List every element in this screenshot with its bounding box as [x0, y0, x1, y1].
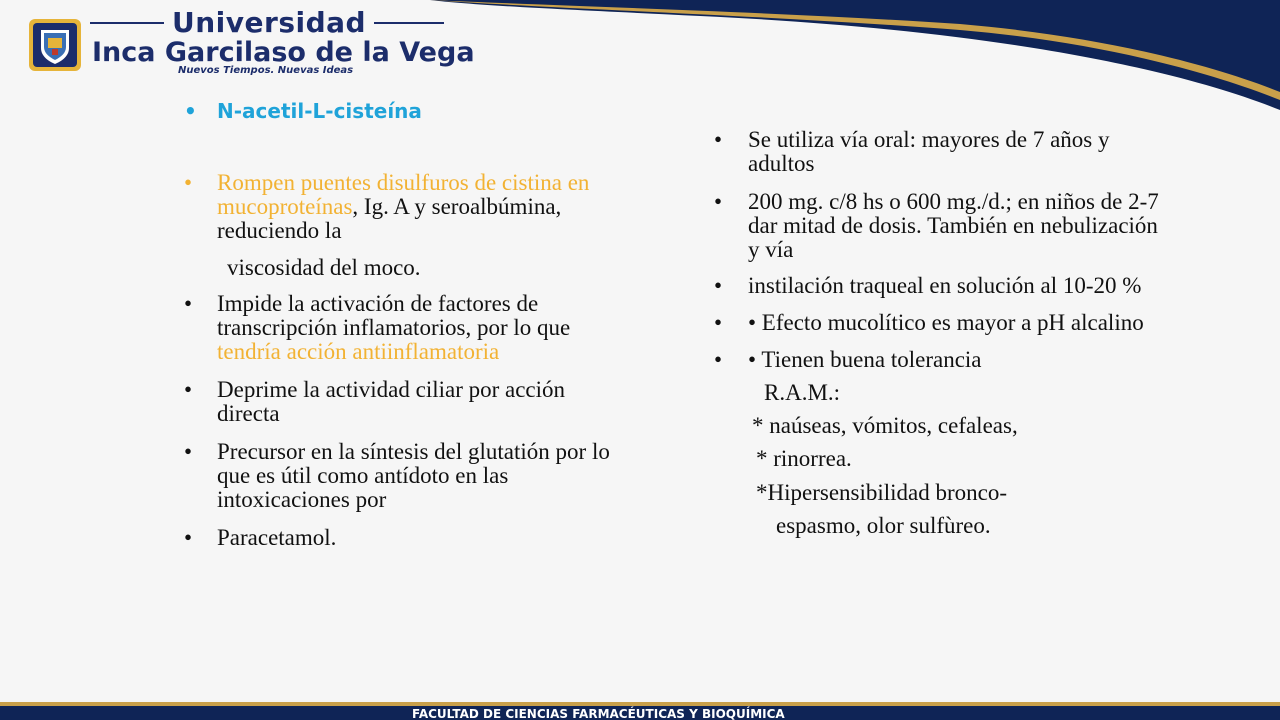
ram-label [764, 381, 1174, 405]
left-item-paracetamol [184, 526, 624, 550]
university-name: Inca Garcilaso de la Vega [92, 37, 475, 68]
university-title-line [90, 6, 444, 40]
right-item-oral-use [714, 128, 1174, 176]
drug-heading: N-acetil-L-cisteína [217, 99, 422, 123]
bullet-icon: • [184, 525, 193, 550]
right-bullet-list [714, 128, 1174, 538]
item-text: Impide la activación de factores de transcripción inflamatorios, por lo que [217, 291, 571, 340]
item-text: Deprime la actividad ciliar por acción directa [217, 377, 566, 426]
title-rule-left [90, 22, 164, 24]
item-text: 200 mg. c/8 hs o 600 mg./d.; en niños de 2-7 dar mitad de dosis. También en nebulización y vía [748, 189, 1159, 262]
bullet-icon: • [714, 127, 723, 152]
item-text: instilación traqueal en solución al 10-20 % [748, 273, 1142, 298]
bullet-icon: • [184, 439, 193, 464]
right-item-instillation [714, 274, 1174, 298]
bullet-icon: • [714, 189, 723, 214]
item-text: viscosidad del moco. [227, 255, 421, 280]
highlight-text: tendría acción antiinflamatoria [217, 339, 500, 364]
university-word: Universidad [172, 6, 367, 39]
item-text: • Efecto mucolítico es mayor a pH alcalino [748, 310, 1144, 335]
item-text: , Ig. A y seroalbúmina, reduciendo la [217, 194, 562, 243]
item-text: Se utiliza vía oral: mayores de 7 años y adultos [748, 127, 1110, 176]
bullet-icon: • [714, 273, 723, 298]
item-text: R.A.M.: [764, 380, 841, 405]
item-text: • Tienen buena tolerancia [748, 347, 982, 372]
footer-gold-accent [0, 702, 1280, 706]
footer-band [0, 702, 1280, 720]
left-bullet-list [184, 96, 624, 550]
left-item-glutathione [184, 440, 624, 512]
ram-item-hypersensitivity [756, 481, 1174, 505]
bullet-icon: • [184, 377, 193, 402]
item-text: * naúseas, vómitos, cefaleas, [752, 413, 1018, 438]
item-text: espasmo, olor sulfùreo. [776, 513, 991, 538]
right-item-ph-effect [714, 311, 1174, 335]
left-item-ciliary [184, 378, 624, 426]
left-item-mechanism-cont [227, 256, 624, 280]
bullet-icon: • [184, 99, 197, 123]
bullet-icon: • [184, 291, 193, 316]
ram-item-nausea [752, 414, 1174, 438]
right-item-tolerance [714, 348, 1174, 372]
university-tagline: Nuevos Tiempos. Nuevas Ideas [178, 65, 354, 76]
university-logo [28, 18, 82, 72]
left-item-mechanism [184, 171, 624, 243]
highlight-text: Rompen puentes disulfuros de cistina en mucoproteínas [217, 170, 590, 219]
ram-item-rhinorrhea [756, 447, 1174, 471]
title-rule-right [374, 22, 444, 24]
bullet-icon: • [714, 310, 723, 335]
left-heading-item [184, 96, 624, 126]
item-text: * rinorrea. [756, 446, 852, 471]
item-text: *Hipersensibilidad bronco- [756, 480, 1008, 505]
item-text: Precursor en la síntesis del glutatión por lo que es útil como antídoto en las intoxicaciones por [217, 439, 610, 512]
ram-item-hypersensitivity-cont [776, 514, 1174, 538]
bullet-icon: • [184, 170, 193, 195]
bullet-icon: • [714, 347, 723, 372]
item-text: Paracetamol. [217, 525, 337, 550]
faculty-name: FACULTAD DE CIENCIAS FARMACÉUTICAS Y BIOQUÍMICA [412, 707, 785, 720]
right-item-dosage [714, 190, 1174, 262]
left-item-antiinflammatory [184, 292, 624, 364]
